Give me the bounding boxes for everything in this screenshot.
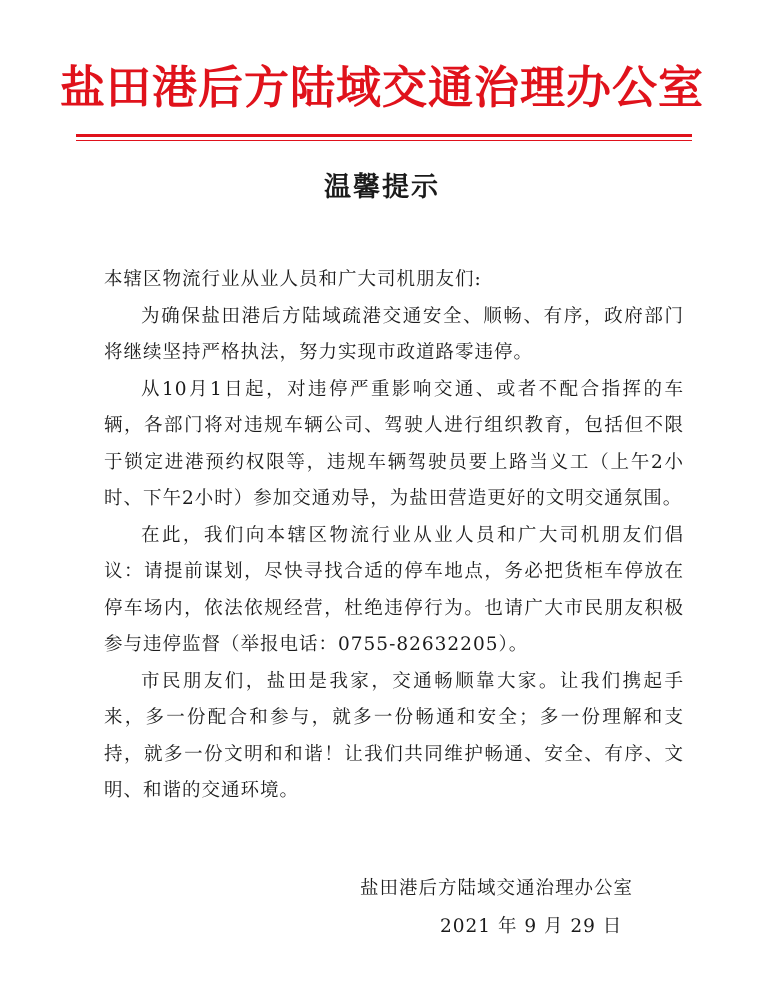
salutation: 本辖区物流行业从业人员和广大司机朋友们:	[104, 269, 482, 290]
letterhead-rule-thin	[76, 140, 692, 141]
paragraph: 从10月1日起，对违停严重影响交通、或者不配合指挥的车辆，各部门将对违规车辆公司、驾驶人进行组织教育，包括但不限于锁定进港预约权限等，违规车辆驾驶员要上路当义工（上午2小时、下午2小时）参加交通劝导，为盐田营造更好的文明交通氛围。	[104, 378, 684, 509]
signature-org: 盐田港后方陆域交通治理办公室	[360, 878, 634, 899]
signature-date: 2021 年 9 月 29 日	[440, 916, 623, 937]
paragraph: 为确保盐田港后方陆域疏港交通安全、顺畅、有序，政府部门将继续坚持严格执法，努力实现市政道路零违停。	[104, 305, 684, 363]
letterhead-rule-thick	[76, 134, 692, 137]
paragraph: 在此，我们向本辖区物流行业从业人员和广大司机朋友们倡议：请提前谋划，尽快寻找合适的停车地点，务必把货柜车停放在停车场内，依法依规经营，杜绝违停行为。也请广大市民朋友积极参与违停监督（举报电话：0755-82632205）。	[104, 524, 684, 655]
letterhead-title: 盐田港后方陆域交通治理办公室	[59, 61, 704, 114]
notice-title: 温馨提示	[324, 172, 440, 203]
notice-body	[104, 262, 684, 810]
paragraph: 市民朋友们，盐田是我家，交通畅顺靠大家。让我们携起手来，多一份配合和参与，就多一份畅通和安全；多一份理解和支持，就多一份文明和和谐！让我们共同维护畅通、安全、有序、文明、和谐的交通环境。	[104, 670, 684, 801]
